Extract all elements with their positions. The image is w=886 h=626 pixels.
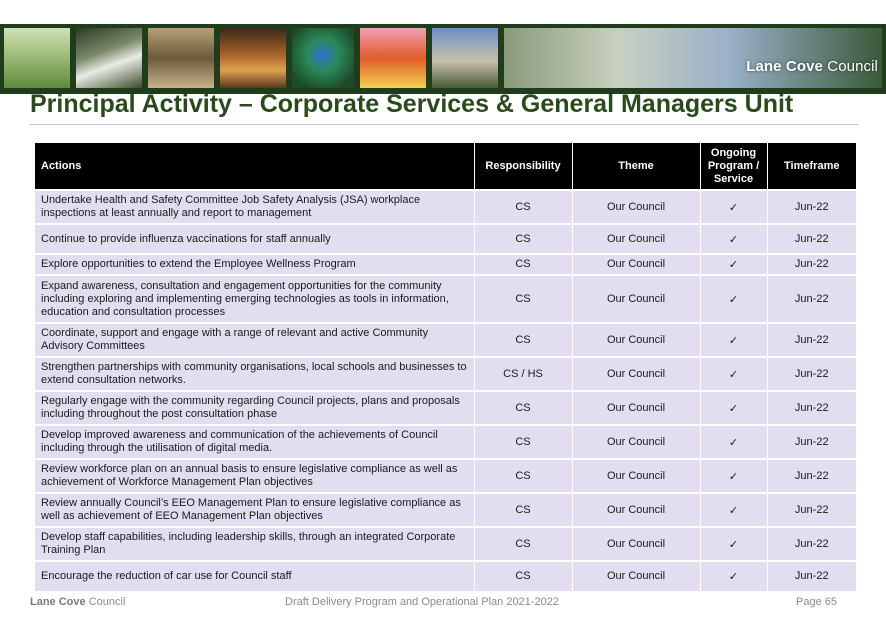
banner-photo <box>148 28 214 88</box>
timeframe-cell: Jun-22 <box>767 254 856 275</box>
table-row <box>35 459 856 493</box>
ongoing-check-icon: ✓ <box>700 224 767 254</box>
timeframe-cell: Jun-22 <box>767 527 856 561</box>
action-cell: Coordinate, support and engage with a range of relevant and active Community Advisory Committees <box>35 323 474 357</box>
action-cell: Develop staff capabilities, including leadership skills, through an integrated Corporate Training Plan <box>35 527 474 561</box>
ongoing-check-icon: ✓ <box>700 527 767 561</box>
theme-cell: Our Council <box>572 425 700 459</box>
footer-brand-light: Council <box>88 596 126 608</box>
timeframe-cell: Jun-22 <box>767 459 856 493</box>
brand-light: Council <box>827 58 878 75</box>
ongoing-check-icon: ✓ <box>700 493 767 527</box>
table-row <box>35 323 856 357</box>
footer-brand-strong: Lane Cove <box>30 596 86 608</box>
responsibility-cell: CS <box>474 493 572 527</box>
banner-photo <box>4 28 70 88</box>
theme-cell: Our Council <box>572 275 700 323</box>
timeframe-cell: Jun-22 <box>767 493 856 527</box>
ongoing-check-icon: ✓ <box>700 323 767 357</box>
responsibility-cell: CS <box>474 527 572 561</box>
action-cell: Strengthen partnerships with community organisations, local schools and businesses to extend consultation networks. <box>35 357 474 391</box>
timeframe-cell: Jun-22 <box>767 224 856 254</box>
column-header-responsibility: Responsibility <box>474 143 572 190</box>
footer-page-number: Page 65 <box>796 596 837 608</box>
column-header-timeframe: Timeframe <box>767 143 856 190</box>
responsibility-cell: CS <box>474 254 572 275</box>
action-cell: Regularly engage with the community regarding Council projects, plans and proposals including throughout the post consultation phase <box>35 391 474 425</box>
banner-photo <box>292 28 354 88</box>
theme-cell: Our Council <box>572 493 700 527</box>
theme-cell: Our Council <box>572 391 700 425</box>
table-row <box>35 357 856 391</box>
responsibility-cell: CS / HS <box>474 357 572 391</box>
table-row <box>35 224 856 254</box>
table-row <box>35 527 856 561</box>
column-header-line: Ongoing <box>710 146 757 159</box>
theme-cell: Our Council <box>572 459 700 493</box>
action-cell: Explore opportunities to extend the Employee Wellness Program <box>35 254 474 275</box>
action-cell: Expand awareness, consultation and engagement opportunities for the community including exploring and implementing emerging technologies as tools in information, education and consultation processes <box>35 275 474 323</box>
timeframe-cell: Jun-22 <box>767 357 856 391</box>
column-header-theme: Theme <box>572 143 700 190</box>
ongoing-check-icon: ✓ <box>700 459 767 493</box>
table-row <box>35 391 856 425</box>
ongoing-check-icon: ✓ <box>700 391 767 425</box>
responsibility-cell: CS <box>474 323 572 357</box>
title-divider <box>30 124 858 125</box>
ongoing-check-icon: ✓ <box>700 254 767 275</box>
action-cell: Continue to provide influenza vaccinations for staff annually <box>35 224 474 254</box>
responsibility-cell: CS <box>474 224 572 254</box>
ongoing-check-icon: ✓ <box>700 425 767 459</box>
column-header-ongoing <box>700 143 767 190</box>
action-cell: Develop improved awareness and communication of the achievements of Council including through the utilisation of digital media. <box>35 425 474 459</box>
responsibility-cell: CS <box>474 425 572 459</box>
theme-cell: Our Council <box>572 190 700 224</box>
banner-photo <box>76 28 142 88</box>
header-banner <box>0 24 886 94</box>
table-row <box>35 254 856 275</box>
responsibility-cell: CS <box>474 275 572 323</box>
responsibility-cell: CS <box>474 391 572 425</box>
action-cell: Encourage the reduction of car use for Council staff <box>35 561 474 591</box>
responsibility-cell: CS <box>474 561 572 591</box>
action-cell: Undertake Health and Safety Committee Job Safety Analysis (JSA) workplace inspections at least annually and report to management <box>35 190 474 224</box>
timeframe-cell: Jun-22 <box>767 323 856 357</box>
theme-cell: Our Council <box>572 561 700 591</box>
column-header-line: Service <box>713 172 754 185</box>
banner-photo <box>360 28 426 88</box>
activity-table <box>35 143 856 591</box>
column-header-line: Program / <box>707 159 760 172</box>
footer-document-title: Draft Delivery Program and Operational Plan 2021-2022 <box>285 596 559 608</box>
table-row <box>35 561 856 591</box>
page-title: Principal Activity – Corporate Services & General Managers Unit <box>30 90 794 118</box>
table-row <box>35 275 856 323</box>
timeframe-cell: Jun-22 <box>767 561 856 591</box>
theme-cell: Our Council <box>572 254 700 275</box>
footer-brand <box>30 596 125 608</box>
ongoing-check-icon: ✓ <box>700 357 767 391</box>
theme-cell: Our Council <box>572 224 700 254</box>
action-cell: Review annually Council’s EEO Management Plan to ensure legislative compliance as well as achievement of EEO Management Plan objectives <box>35 493 474 527</box>
brand-strong: Lane Cove <box>746 58 823 75</box>
theme-cell: Our Council <box>572 527 700 561</box>
ongoing-check-icon: ✓ <box>700 190 767 224</box>
table-header-row <box>35 143 856 190</box>
ongoing-check-icon: ✓ <box>700 561 767 591</box>
banner-photo <box>220 28 286 88</box>
table-row <box>35 493 856 527</box>
banner-photo <box>432 28 498 88</box>
brand-logo <box>746 58 878 75</box>
theme-cell: Our Council <box>572 357 700 391</box>
table-row <box>35 190 856 224</box>
timeframe-cell: Jun-22 <box>767 391 856 425</box>
ongoing-check-icon: ✓ <box>700 275 767 323</box>
responsibility-cell: CS <box>474 459 572 493</box>
timeframe-cell: Jun-22 <box>767 275 856 323</box>
column-header-actions: Actions <box>35 143 474 190</box>
responsibility-cell: CS <box>474 190 572 224</box>
theme-cell: Our Council <box>572 323 700 357</box>
timeframe-cell: Jun-22 <box>767 425 856 459</box>
timeframe-cell: Jun-22 <box>767 190 856 224</box>
action-cell: Review workforce plan on an annual basis to ensure legislative compliance as well as achievement of Workforce Management Plan objectives <box>35 459 474 493</box>
table-row <box>35 425 856 459</box>
